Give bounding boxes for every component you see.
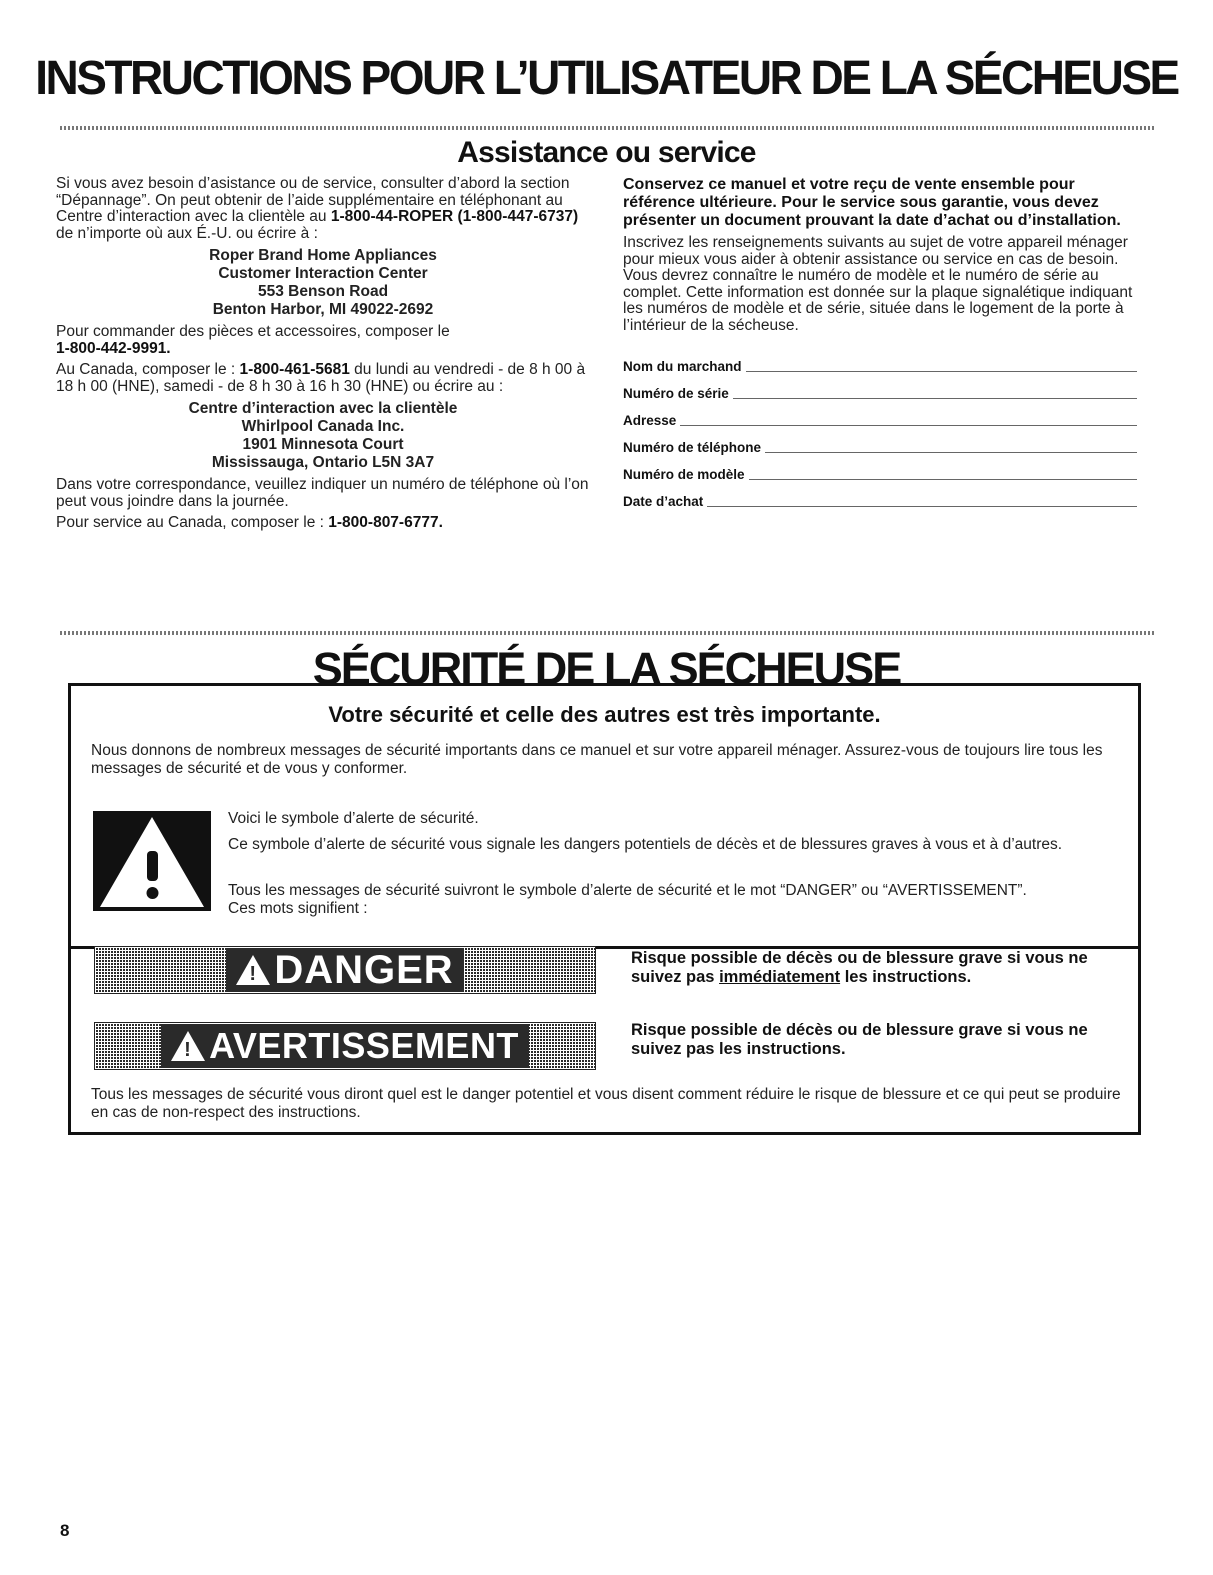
parts-text: Pour commander des pièces et accessoires, composer le [56,323,450,340]
alert-triangle-icon: ! [171,1031,205,1061]
assistance-heading: Assistance ou service [457,136,756,169]
address-line: Benton Harbor, MI 49022-2692 [212,301,434,318]
alert-triangle-icon: ! [236,955,270,985]
parts-phone-number: 1-800-442-9991. [56,339,171,357]
danger-text-end: les instructions. [844,968,972,986]
model-number-field[interactable] [623,456,1137,483]
assistance-right-column [623,176,1145,510]
field-label: Date d’achat [623,493,704,509]
address-field[interactable] [623,402,1137,429]
us-address [56,247,590,319]
service-phone-number: 1-800-807-6777. [328,514,443,531]
field-label: Numéro de série [623,385,729,401]
service-canada-paragraph [56,515,590,532]
owner-info-form [623,348,1137,510]
parts-paragraph [56,324,590,357]
address-line: Roper Brand Home Appliances [209,247,437,264]
canada-paragraph [56,362,590,395]
field-label: Nom du marchand [623,358,742,374]
signal-words-text: Tous les messages de sécurité suivront le symbole d’alerte de sécurité et le mot “DANGER” ou “AVERTISSEMENT”. Ces mots signifient : [228,882,1027,917]
divider [60,126,1154,130]
canada-text-2: du lundi au vendredi - de 8 h 00 à 18 h 00 (HNE), samedi - de 8 h 30 à 16 h 30 (HNE) ou écrire au : [56,361,586,395]
safety-intro-text: Nous donnons de nombreux messages de sécurité importants dans ce manuel et sur votre appareil ménager. Assurez-vous de toujours lire tous les messages de sécurité et de vous y conformer. [91,742,1103,777]
purchase-date-field[interactable] [623,483,1137,510]
service-canada-text: Pour service au Canada, composer le : [56,514,324,531]
canada-phone-number: 1-800-461-5681 [239,361,350,378]
intro-text-2: de n’importe où aux É.-U. ou écrire à : [56,224,318,242]
canada-text: Au Canada, composer le : [56,361,236,378]
safety-box-lower [68,946,1141,1135]
address-line: 1901 Minnesota Court [242,436,404,453]
address-line: 553 Benson Road [257,283,389,300]
danger-banner [94,946,596,994]
symbol-meaning-text: Ce symbole d’alerte de sécurité vous signale les dangers potentiels de décès et de blessures graves à vous et à d’autres. [228,836,1063,853]
page-title: INSTRUCTIONS POUR L’UTILISATEUR DE LA SÉCHEUSE [35,49,1178,105]
danger-text: Risque possible de décès ou de blessure grave si vous ne suivez pas [631,949,1088,986]
warning-label: AVERTISSEMENT [209,1025,519,1066]
intro-text: Si vous avez besoin d’asistance ou de service, consulter d’abord la section “Dépannage”. On peut obtenir de l’aide supplémentaire en téléphonant au Centre d’interaction avec la clientèle au [56,175,570,225]
canada-address [56,400,590,472]
address-line: Whirlpool Canada Inc. [241,418,405,435]
safety-closing-text: Tous les messages de sécurité vous diront quel est le danger potentiel et vous disent comment réduire le risque de blessure et ce qui peut se produire en cas de non-respect des instructions. [91,1086,1121,1121]
safety-subheading: Votre sécurité et celle des autres est très importante. [328,702,881,727]
safety-heading: SÉCURITÉ DE LA SÉCHEUSE [312,643,901,694]
serial-number-field[interactable] [623,375,1137,402]
address-line: Centre d’interaction avec la clientèle [188,400,458,417]
field-label: Adresse [623,412,677,428]
record-info-text: Inscrivez les renseignements suivants au sujet de votre appareil ménager pour mieux vous aider à obtenir assistance ou service en cas de besoin. Vous devrez connaître le numéro de modèle et le numéro de série au complet. Cette information est donnée sur la plaque signalétique indiquant les numéros de modèle et de série, située dans le logement de la porte à l’intérieur de la sécheuse. [623,234,1133,334]
correspondence-text: Dans votre correspondance, veuillez indiquer un numéro de téléphone où l’on peut vous joindre dans la journée. [56,476,589,510]
field-label: Numéro de modèle [623,466,745,482]
keep-manual-note: Conservez ce manuel et votre reçu de vente ensemble pour référence ultérieure. Pour le service sous garantie, vous devez présenter un document prouvant la date d’achat ou d’installation. [623,176,1121,229]
page-number: 8 [60,1521,70,1540]
field-label: Numéro de téléphone [623,439,762,455]
symbol-text: Voici le symbole d’alerte de sécurité. [228,810,479,827]
safety-box [68,683,1141,949]
warning-description: Risque possible de décès ou de blessure grave si vous ne suivez pas les instructions. [631,1021,1088,1058]
danger-description [631,949,1131,987]
danger-label: DANGER [274,948,454,992]
intro-paragraph [56,176,590,242]
safety-alert-icon [93,811,211,911]
assistance-left-column [56,176,590,537]
warning-banner [94,1022,596,1070]
dealer-name-field[interactable] [623,348,1137,375]
address-line: Mississauga, Ontario L5N 3A7 [211,454,435,471]
us-phone-number: 1-800-44-ROPER (1-800-447-6737) [330,208,579,225]
address-line: Customer Interaction Center [218,265,428,282]
divider [60,631,1154,635]
danger-emphasis: immédiatement [719,968,841,986]
phone-number-field[interactable] [623,429,1137,456]
